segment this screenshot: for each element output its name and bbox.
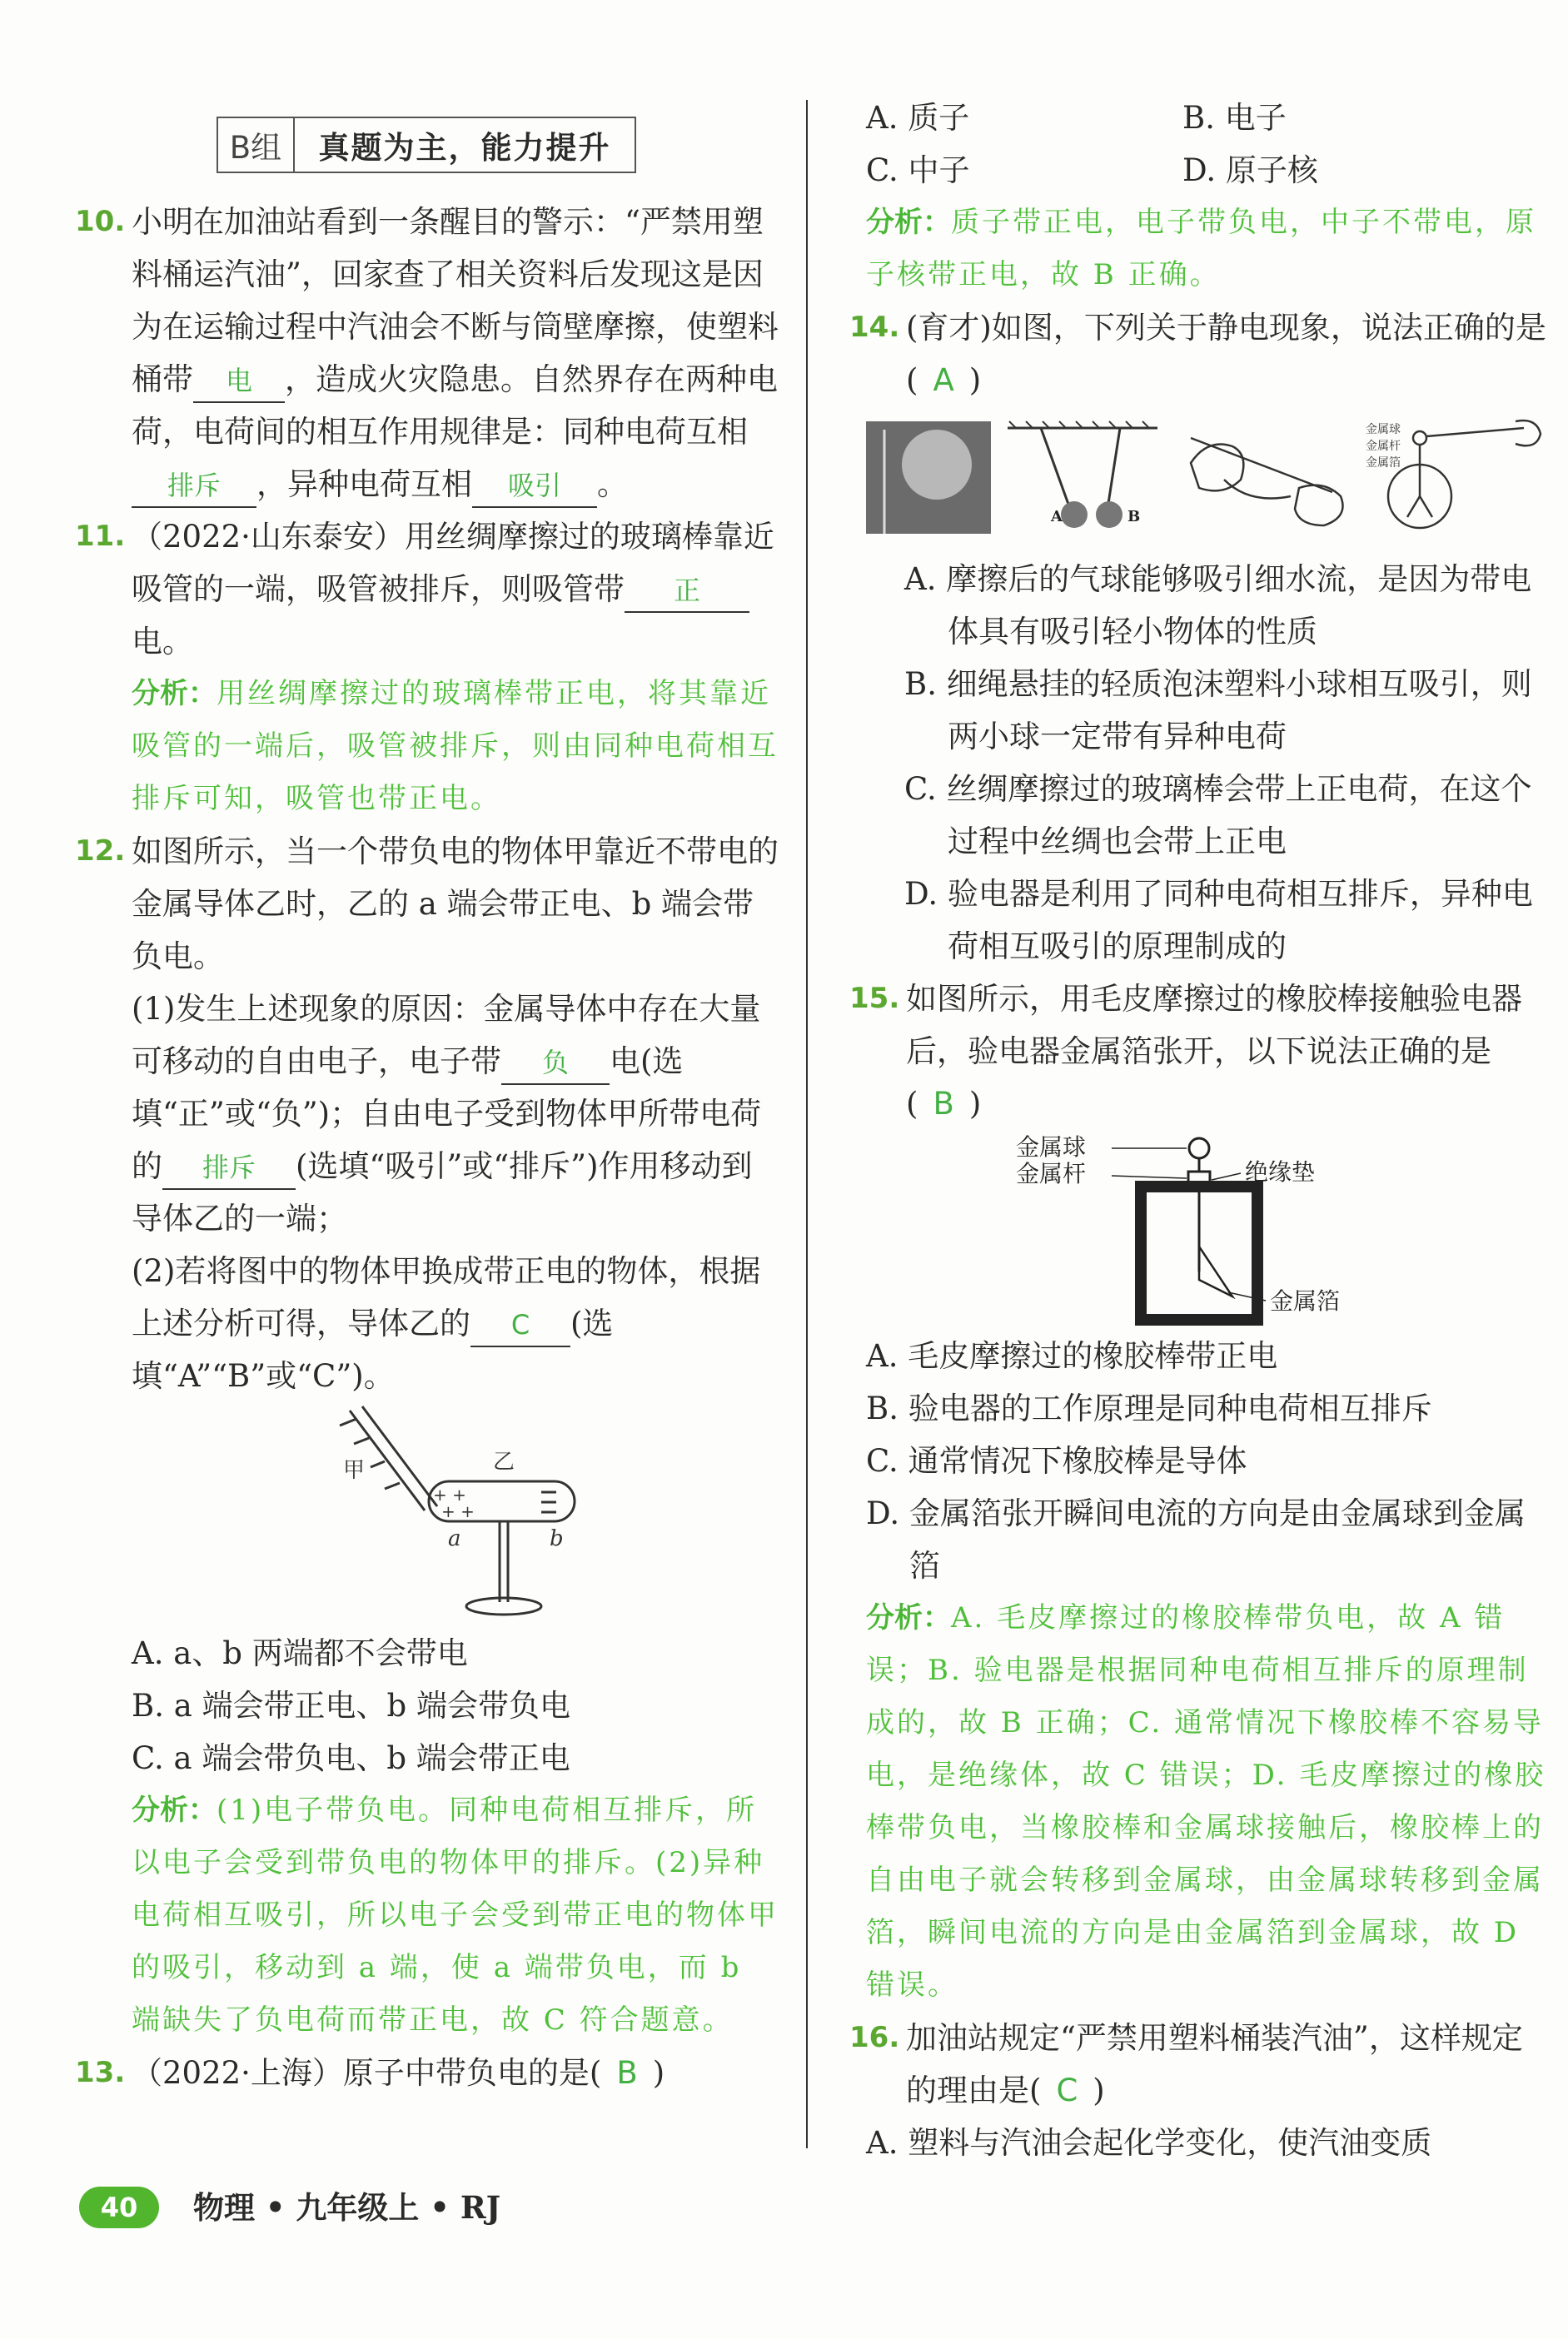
label-metal-foil: 金属箔	[1366, 456, 1401, 470]
question-text: )	[968, 1086, 982, 1122]
question-text: ，造成火灾隐患。自然界存在两种电荷，电荷间的相互作用规律是：同种电荷互相	[132, 361, 778, 450]
static-figures	[866, 413, 1549, 546]
group-tag: B组	[218, 118, 295, 172]
option: C. 丝绸摩擦过的玻璃棒会带上正电荷，在这个过程中丝绸也会带上正电	[904, 771, 1532, 859]
question-text: 如图所示，当一个带负电的物体甲靠近不带电的金属导体乙时，乙的 a 端会带正电、b 端会带负电。	[132, 834, 779, 974]
option: A. 塑料与汽油会起化学变化，使汽油变质	[866, 2125, 1432, 2161]
option: D. 验电器是利用了同种电荷相互排斥，异种电荷相互吸引的原理制成的	[904, 876, 1533, 964]
question-text: （2022·上海）原子中带负电的是(	[132, 2055, 602, 2091]
question-number: 14.	[849, 311, 900, 344]
label-insulating-pad: 绝缘垫	[1245, 1158, 1316, 1186]
conductor-diagram	[75, 1402, 783, 1627]
question-number: 10.	[75, 205, 126, 238]
question-text: 。	[597, 466, 628, 502]
column-divider	[806, 100, 808, 2148]
analysis-text: (1)电子带负电。同种电荷相互排斥，所以电子会受到带负电的物体甲的排斥。(2)异种电荷相互吸引，所以电子会受到带正电的物体甲的吸引，移动到 a 端，使 a 端带负电，而 b 端缺失了负电荷而带正电，故 C 符合题意。	[132, 1794, 779, 2037]
answer-choice: B	[616, 2055, 638, 2091]
option: D. 金属箔张开瞬间电流的方向是由金属球到金属箔	[866, 1495, 1526, 1584]
right-column	[849, 92, 1549, 2169]
answer-blank: 负	[501, 1042, 610, 1085]
option: B. 细绳悬挂的轻质泡沫塑料小球相互吸引，则两小球一定带有异种电荷	[904, 666, 1532, 754]
electroscope-small	[1388, 421, 1541, 528]
question-text: ，异种电荷互相	[256, 466, 472, 502]
analysis-label: 分析：	[132, 677, 217, 710]
analysis-13	[849, 197, 1549, 301]
option: C. 中子	[866, 152, 970, 188]
answer-blank: 正	[625, 570, 749, 613]
question-number: 15.	[849, 982, 900, 1015]
label-metal-ball: 金属球	[1366, 423, 1401, 436]
figure-label-a: a	[448, 1526, 461, 1551]
left-column	[75, 196, 783, 2099]
option: C. 通常情况下橡胶棒是导体	[866, 1443, 1247, 1479]
label-metal-rod: 金属杆	[1016, 1160, 1087, 1187]
analysis-text: 质子带正电，电子带负电，中子不带电，原子核带正电，故 B 正确。	[866, 206, 1536, 291]
option: C. a 端会带负电、b 端会带正电	[132, 1740, 570, 1776]
option: A. 毛皮摩擦过的橡胶棒带正电	[866, 1338, 1278, 1374]
answer-blank: 电	[193, 360, 285, 403]
electroscope-figure	[849, 1130, 1549, 1330]
part-text: (选填“吸引”或“排斥”)作用移动到导体乙的一端；	[132, 1148, 753, 1237]
foam-ball-a	[1061, 501, 1088, 528]
options-13	[849, 92, 1549, 197]
electroscope-diagram	[849, 1130, 1549, 1330]
option: A. 摩擦后的气球能够吸引细水流，是因为带电体具有吸引轻小物体的性质	[904, 561, 1532, 649]
analysis-label: 分析：	[866, 1601, 951, 1635]
option: B. 电子	[1182, 100, 1287, 136]
analysis-15	[849, 1592, 1549, 2012]
question-text: (育才)如图，下列关于静电现象，说法正确的是(	[906, 310, 1546, 398]
plus-charge: + +	[441, 1501, 475, 1521]
question-12	[75, 825, 783, 983]
option: B. 验电器的工作原理是同种电荷相互排斥	[866, 1391, 1432, 1426]
question-text: （2022·山东泰安）用丝绸摩擦过的玻璃棒靠近吸管的一端，吸管被排斥，则吸管带	[132, 519, 774, 607]
question-12-part-1	[75, 983, 783, 1245]
analysis-text: A. 毛皮摩擦过的橡胶棒带负电，故 A 错误；B. 验电器是根据同种电荷相互排斥的原理制成的，故 B 正确；C. 通常情况下橡胶棒不容易导电，是绝缘体，故 C 错误；D. 毛皮摩擦过的橡胶棒带负电，当橡胶棒和金属球接触后，橡胶棒上的自由电子就会转移到金属球，由金属球转移到金属箔，瞬间电流的方向是由金属箔到金属球，故 D 错误。	[866, 1601, 1546, 2002]
question-12-part-2	[75, 1245, 783, 1402]
question-text: 小明在加油站看到一条醒目的警示：“严禁用塑料桶运汽油”，回家查了相关资料后发现这是因为在运输过程中汽油会不断与筒壁摩擦，使塑料桶带	[132, 204, 779, 397]
option: B. a 端会带正电、b 端会带负电	[132, 1688, 570, 1724]
balloon	[902, 430, 972, 500]
group-header	[217, 117, 636, 173]
answer-choice: B	[933, 1086, 954, 1122]
option: A. a、b 两端都不会带电	[132, 1635, 468, 1671]
question-text: )	[968, 362, 982, 398]
label-metal-ball: 金属球	[1016, 1133, 1087, 1161]
analysis-11	[75, 668, 783, 825]
foam-ball-b	[1096, 501, 1122, 528]
analysis-label: 分析：	[866, 206, 951, 239]
option: D. 原子核	[1182, 152, 1318, 188]
conductor-figure	[75, 1402, 783, 1627]
question-number: 16.	[849, 2021, 900, 2054]
figure-label-jia: 甲	[343, 1458, 366, 1483]
option: A. 质子	[866, 100, 970, 136]
figure-label-a: A	[1051, 508, 1063, 525]
options-15	[849, 1330, 1549, 1592]
answer-choice: A	[933, 362, 954, 398]
figure-label-b: B	[1127, 508, 1141, 525]
question-16	[849, 2012, 1549, 2117]
glass-rod-hands	[1191, 438, 1343, 525]
options-14	[849, 553, 1549, 973]
figure-label-b: b	[550, 1526, 564, 1551]
part-text: (2)若将图中的物体甲换成带正电的物体，根据上述分析可得，导体乙的	[132, 1253, 761, 1341]
question-14	[849, 301, 1549, 406]
question-number: 11.	[75, 520, 126, 553]
answer-blank: 排斥	[132, 465, 256, 508]
question-11	[75, 510, 783, 668]
question-10	[75, 196, 783, 510]
page-number-badge: 40	[79, 2187, 159, 2228]
question-text: 如图所示，用毛皮摩擦过的橡胶棒接触验电器后，验电器金属箔张开，以下说法正确的是(	[906, 981, 1522, 1122]
book-title: 物理 • 九年级上 • RJ	[193, 2189, 501, 2226]
answer-blank: C	[470, 1304, 570, 1347]
part-text: 电(选填“正”或“负”)；自由电子受到物体甲所带电荷的	[132, 1043, 762, 1184]
plus-charge: + +	[433, 1485, 466, 1505]
label-metal-rod: 金属杆	[1366, 440, 1401, 453]
question-text: 电。	[132, 624, 193, 659]
options-12	[75, 1627, 783, 1784]
part-text: (1)发生上述现象的原因：金属导体中存在大量可移动的自由电子，电子带	[132, 991, 761, 1079]
analysis-text: 用丝绸摩擦过的玻璃棒带正电，将其靠近吸管的一端后，吸管被排斥，则由同种电荷相互排斥可知，吸管也带正电。	[132, 677, 779, 815]
label-metal-foil: 金属箔	[1270, 1287, 1341, 1315]
analysis-label: 分析：	[132, 1794, 217, 1827]
analysis-12	[75, 1784, 783, 2047]
question-text: )	[1093, 2073, 1105, 2108]
part-text: (选填“A”“B”或“C”)。	[132, 1306, 614, 1394]
question-text: )	[652, 2055, 665, 2091]
answer-blank: 吸引	[472, 465, 597, 508]
question-number: 13.	[75, 2056, 126, 2089]
figure-label-yi: 乙	[493, 1450, 515, 1475]
question-13	[75, 2047, 783, 2099]
answer-choice: C	[1056, 2073, 1078, 2108]
question-15	[849, 973, 1549, 1130]
answer-blank: 排斥	[162, 1147, 296, 1190]
static-phenomena-diagram	[866, 413, 1549, 538]
group-title: 真题为主，能力提升	[318, 129, 611, 166]
question-text: 加油站规定“严禁用塑料桶装汽油”，这样规定的理由是(	[906, 2020, 1523, 2108]
question-number: 12.	[75, 834, 126, 868]
